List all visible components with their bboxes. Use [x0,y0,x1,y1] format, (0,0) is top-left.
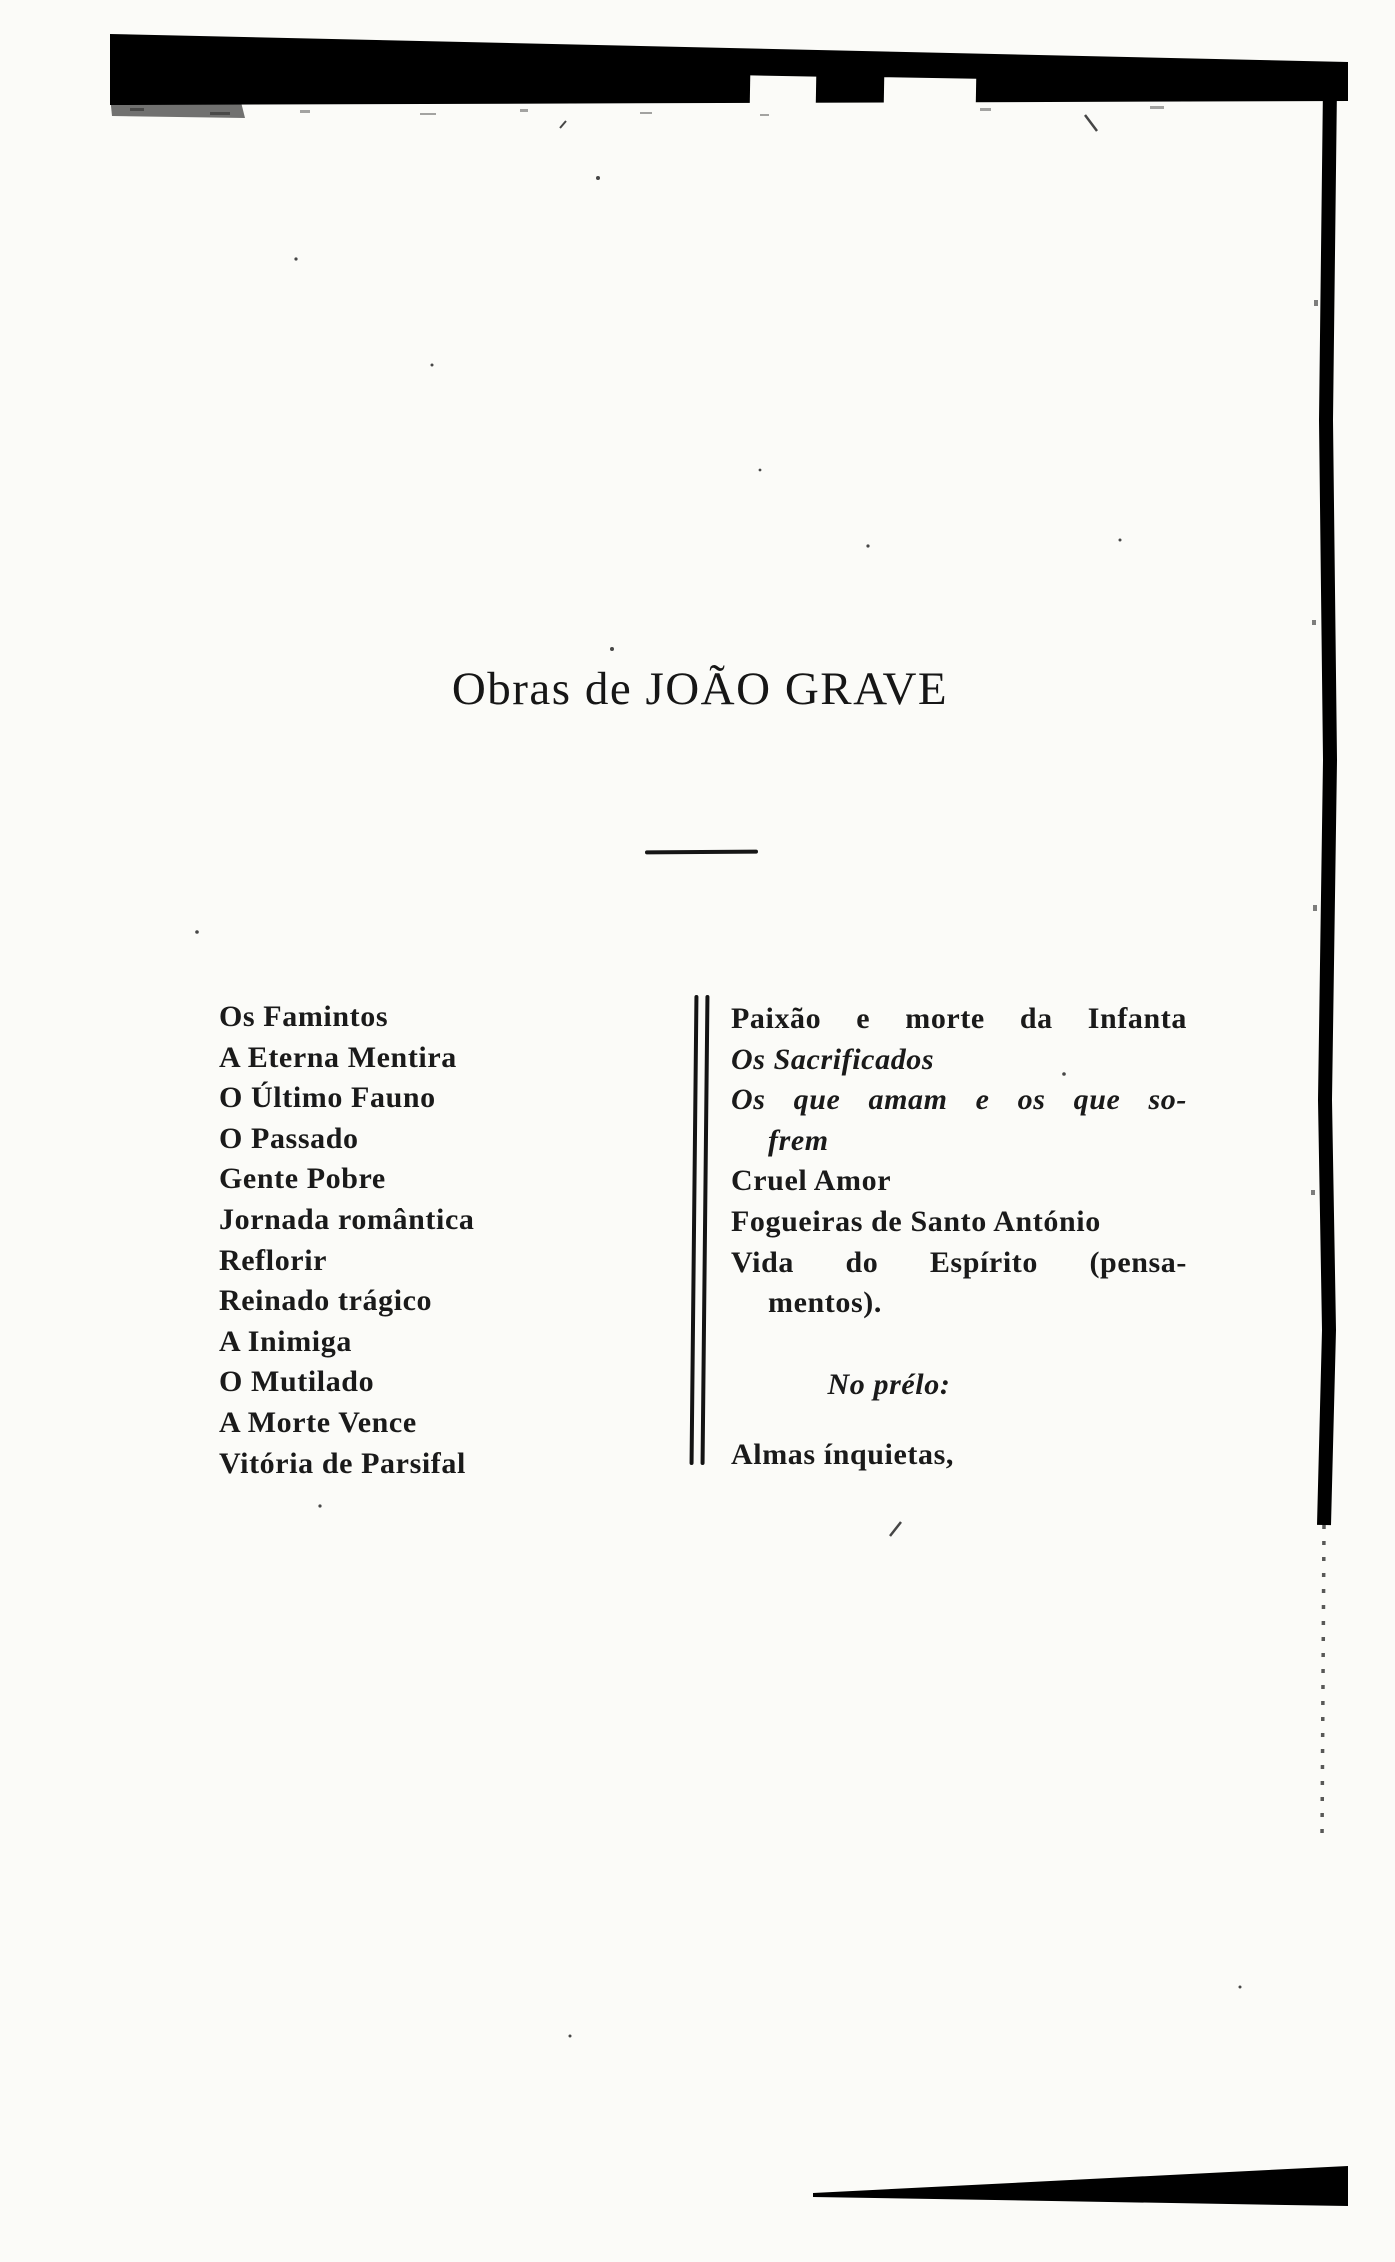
work-title: Gente Pobre [219,1162,386,1196]
work-title: Reflorir [219,1243,328,1277]
work-title: Almas ínquietas, [731,1438,954,1472]
work-title: Os Sacrificados [731,1042,935,1076]
work-title: O Passado [219,1121,359,1155]
title-divider [645,850,758,855]
scan-artifact-bottom-wedge [813,2166,1348,2206]
work-title: Jornada romântica [219,1202,475,1236]
column-separator-line [690,995,698,1465]
work-title: A Morte Vence [219,1405,417,1439]
column-separator-line [701,995,709,1465]
work-title: Vida do Espírito (pensa- [731,1245,1187,1279]
work-title: Os Famintos [219,1000,389,1033]
work-title: Os que amam e os que so- [731,1083,1187,1117]
work-title: No prélo: [827,1367,951,1401]
work-title: Reinado trágico [219,1284,433,1318]
works-left-column [219,997,689,1484]
work-title: Vitória de Parsifal [219,1446,466,1480]
works-right-column [731,999,1187,1476]
work-title: O Mutilado [219,1365,375,1399]
work-title: A Eterna Mentira [219,1040,457,1074]
work-title: Cruel Amor [731,1164,892,1198]
work-title: Paixão e morte da Infanta [731,1002,1187,1035]
page-title: Obras de JOÃO GRAVE [451,663,949,715]
work-title: O Último Fauno [219,1081,436,1115]
work-title: frem [768,1123,829,1157]
scan-artifact-top-band [110,34,1348,118]
work-title: A Inimiga [219,1324,352,1358]
scan-artifact-right-edge [1311,86,1330,1840]
work-title: mentos). [768,1286,882,1320]
work-title: Fogueiras de Santo António [731,1204,1101,1238]
